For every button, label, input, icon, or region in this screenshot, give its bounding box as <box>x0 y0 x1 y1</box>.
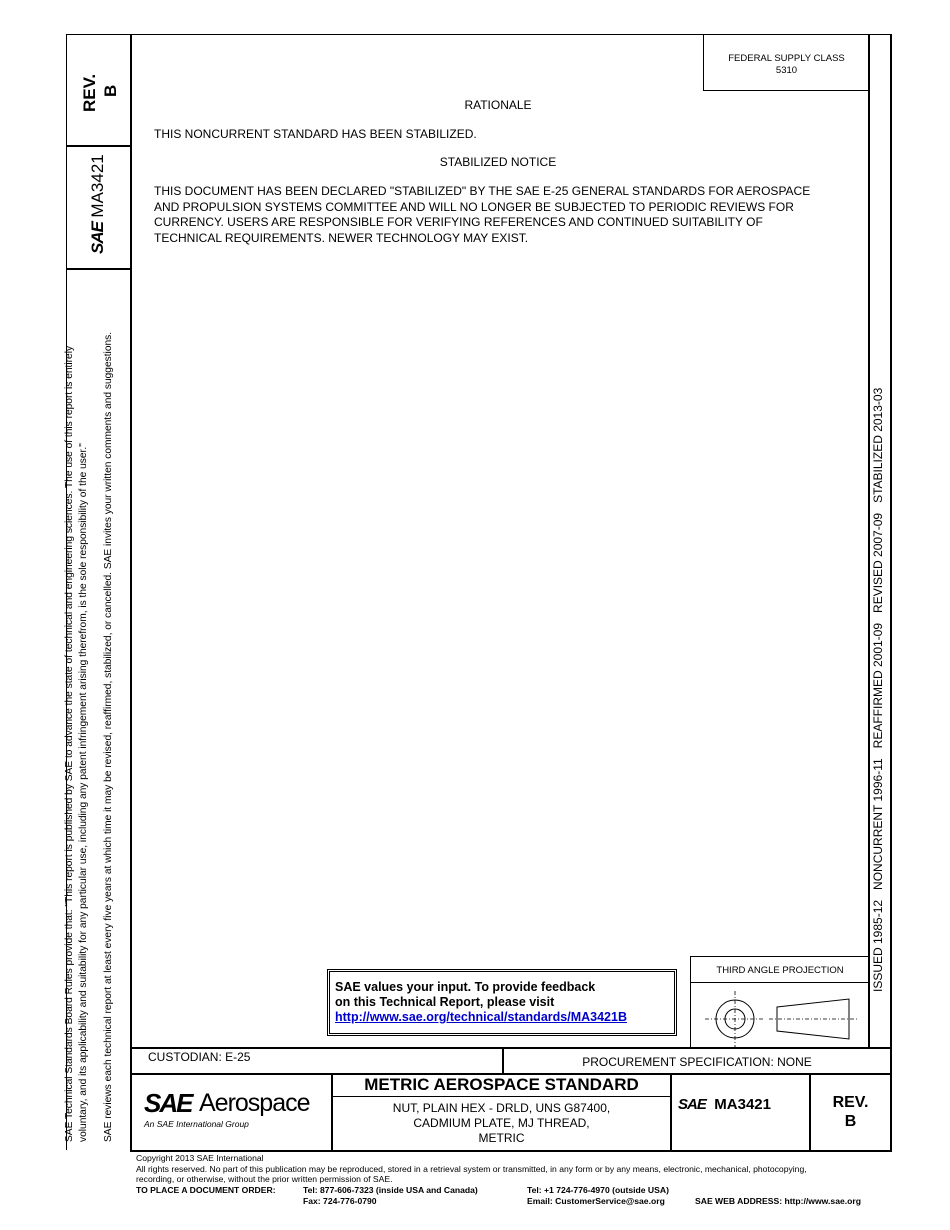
document-history: ISSUED 1985-12 NONCURRENT 1996-11 REAFFIRMED 2001-09 REVISED 2007-09 STABILIZED 2013-03 <box>871 387 885 992</box>
disclaimer-line-3: SAE reviews each technical report at least every five years at which time it may be revised, reaffirmed, stabilized, or cancelled. SAE invites your written comments and suggestions. <box>103 331 114 1142</box>
stabilized-notice <box>154 184 810 246</box>
footer <box>136 1153 807 1185</box>
docnum-box-bottom <box>66 268 131 270</box>
email-address[interactable]: Email: CustomerService@sae.org <box>527 1196 665 1206</box>
description-line-2: CADMIUM PLATE, MJ THREAD, <box>413 1116 590 1130</box>
doc-number-vertical: MA3421 <box>88 154 107 218</box>
description-line-3: METRIC <box>478 1131 525 1145</box>
fax-number: Fax: 724-776-0790 <box>303 1196 377 1206</box>
rev-value-vertical: B <box>101 84 120 97</box>
stabilized-line-1: THIS DOCUMENT HAS BEEN DECLARED "STABILIZED" BY THE SAE E-25 GENERAL STANDARDS FOR AEROSPACE <box>154 184 811 198</box>
rationale-heading: RATIONALE <box>464 98 532 112</box>
logo-sae: SAE <box>144 1088 192 1118</box>
rev-divider <box>809 1073 811 1151</box>
feedback-box <box>327 969 677 1036</box>
projection-symbol <box>691 983 869 1049</box>
rev-box-bottom <box>66 145 131 147</box>
web-address[interactable]: SAE WEB ADDRESS: http://www.sae.org <box>695 1196 861 1206</box>
sae-mark: SAE <box>678 1096 706 1113</box>
order-label: TO PLACE A DOCUMENT ORDER: <box>136 1185 276 1195</box>
feedback-line-1: SAE values your input. To provide feedback <box>335 980 596 994</box>
rights-line-1: All rights reserved. No part of this publication may be reproduced, stored in a retrieval system or transmitted, in any form or by any means, electronic, mechanical, photocopying, <box>136 1163 807 1174</box>
title-underline <box>333 1096 670 1097</box>
sae-aerospace-logo <box>144 1088 329 1133</box>
rev-label-vertical: REV. <box>80 73 99 112</box>
tel-outside-usa: Tel: +1 724-776-4970 (outside USA) <box>527 1185 669 1195</box>
part-description <box>333 1101 670 1146</box>
logo-aerospace: Aerospace <box>199 1089 310 1117</box>
tel-usa: Tel: 877-606-7323 (inside USA and Canada) <box>303 1185 478 1195</box>
titleblock-top <box>130 1047 892 1049</box>
left-docnum-block <box>88 154 108 254</box>
stabilized-line-4: TECHNICAL REQUIREMENTS. NEWER TECHNOLOGY MAY EXIST. <box>154 230 529 245</box>
federal-supply-class-label: FEDERAL SUPPLY CLASS <box>728 53 845 64</box>
inner-left-border <box>130 34 132 1151</box>
frame-right <box>890 34 892 1151</box>
description-line-1: NUT, PLAIN HEX - DRLD, UNS G87400, <box>392 1101 611 1115</box>
titleblock-doc-number: MA3421 <box>714 1096 771 1113</box>
federal-supply-class-value: 5310 <box>775 65 798 76</box>
projection-box <box>690 956 869 1049</box>
disclaimer-line-1: SAE Technical Standards Board Rules provide that: "This report is published by SAE to advance the state of technical and engineering sciences. The use of this report is entirely <box>64 345 75 1142</box>
logo-subtitle: An SAE International Group <box>144 1119 249 1129</box>
rights-line-2: recording, or otherwise, without the prior written permission of SAE. <box>136 1174 393 1184</box>
disclaimer-line-2: voluntary, and its applicability and suitability for any particular use, including any patent infringement arising therefrom, is the sole responsibility of the user." <box>78 443 89 1142</box>
stabilized-line-2: AND PROPULSION SYSTEMS COMMITTEE AND WILL NO LONGER BE SUBJECTED TO PERIODIC REVIEWS FOR <box>154 199 794 214</box>
procurement-label: PROCUREMENT SPECIFICATION: NONE <box>582 1055 812 1069</box>
stabilized-heading: STABILIZED NOTICE <box>439 155 557 169</box>
stabilized-line-3: CURRENCY. USERS ARE RESPONSIBLE FOR VERIFYING REFERENCES AND CONTINUED SUITABILITY OF <box>154 215 763 229</box>
title-divider <box>670 1073 672 1151</box>
titleblock-docnum <box>678 1096 771 1114</box>
projection-label: THIRD ANGLE PROJECTION <box>716 965 844 976</box>
copyright-line: Copyright 2013 SAE International <box>136 1153 264 1163</box>
federal-supply-class-box <box>703 34 869 91</box>
feedback-link[interactable]: http://www.sae.org/technical/standards/MA3421B <box>335 1010 627 1024</box>
titleblock-rev-value: B <box>844 1113 857 1130</box>
sae-logo-mark: SAE <box>88 222 107 254</box>
standard-title: METRIC AEROSPACE STANDARD <box>364 1075 639 1094</box>
rationale-text: THIS NONCURRENT STANDARD HAS BEEN STABILIZED. <box>154 127 477 141</box>
custodian-label: CUSTODIAN: E-25 <box>148 1050 251 1064</box>
right-strip-border <box>868 34 870 1048</box>
titleblock-rev-label: REV. <box>832 1094 869 1111</box>
feedback-line-2: on this Technical Report, please visit <box>335 995 555 1009</box>
frame-bottom <box>130 1150 892 1152</box>
